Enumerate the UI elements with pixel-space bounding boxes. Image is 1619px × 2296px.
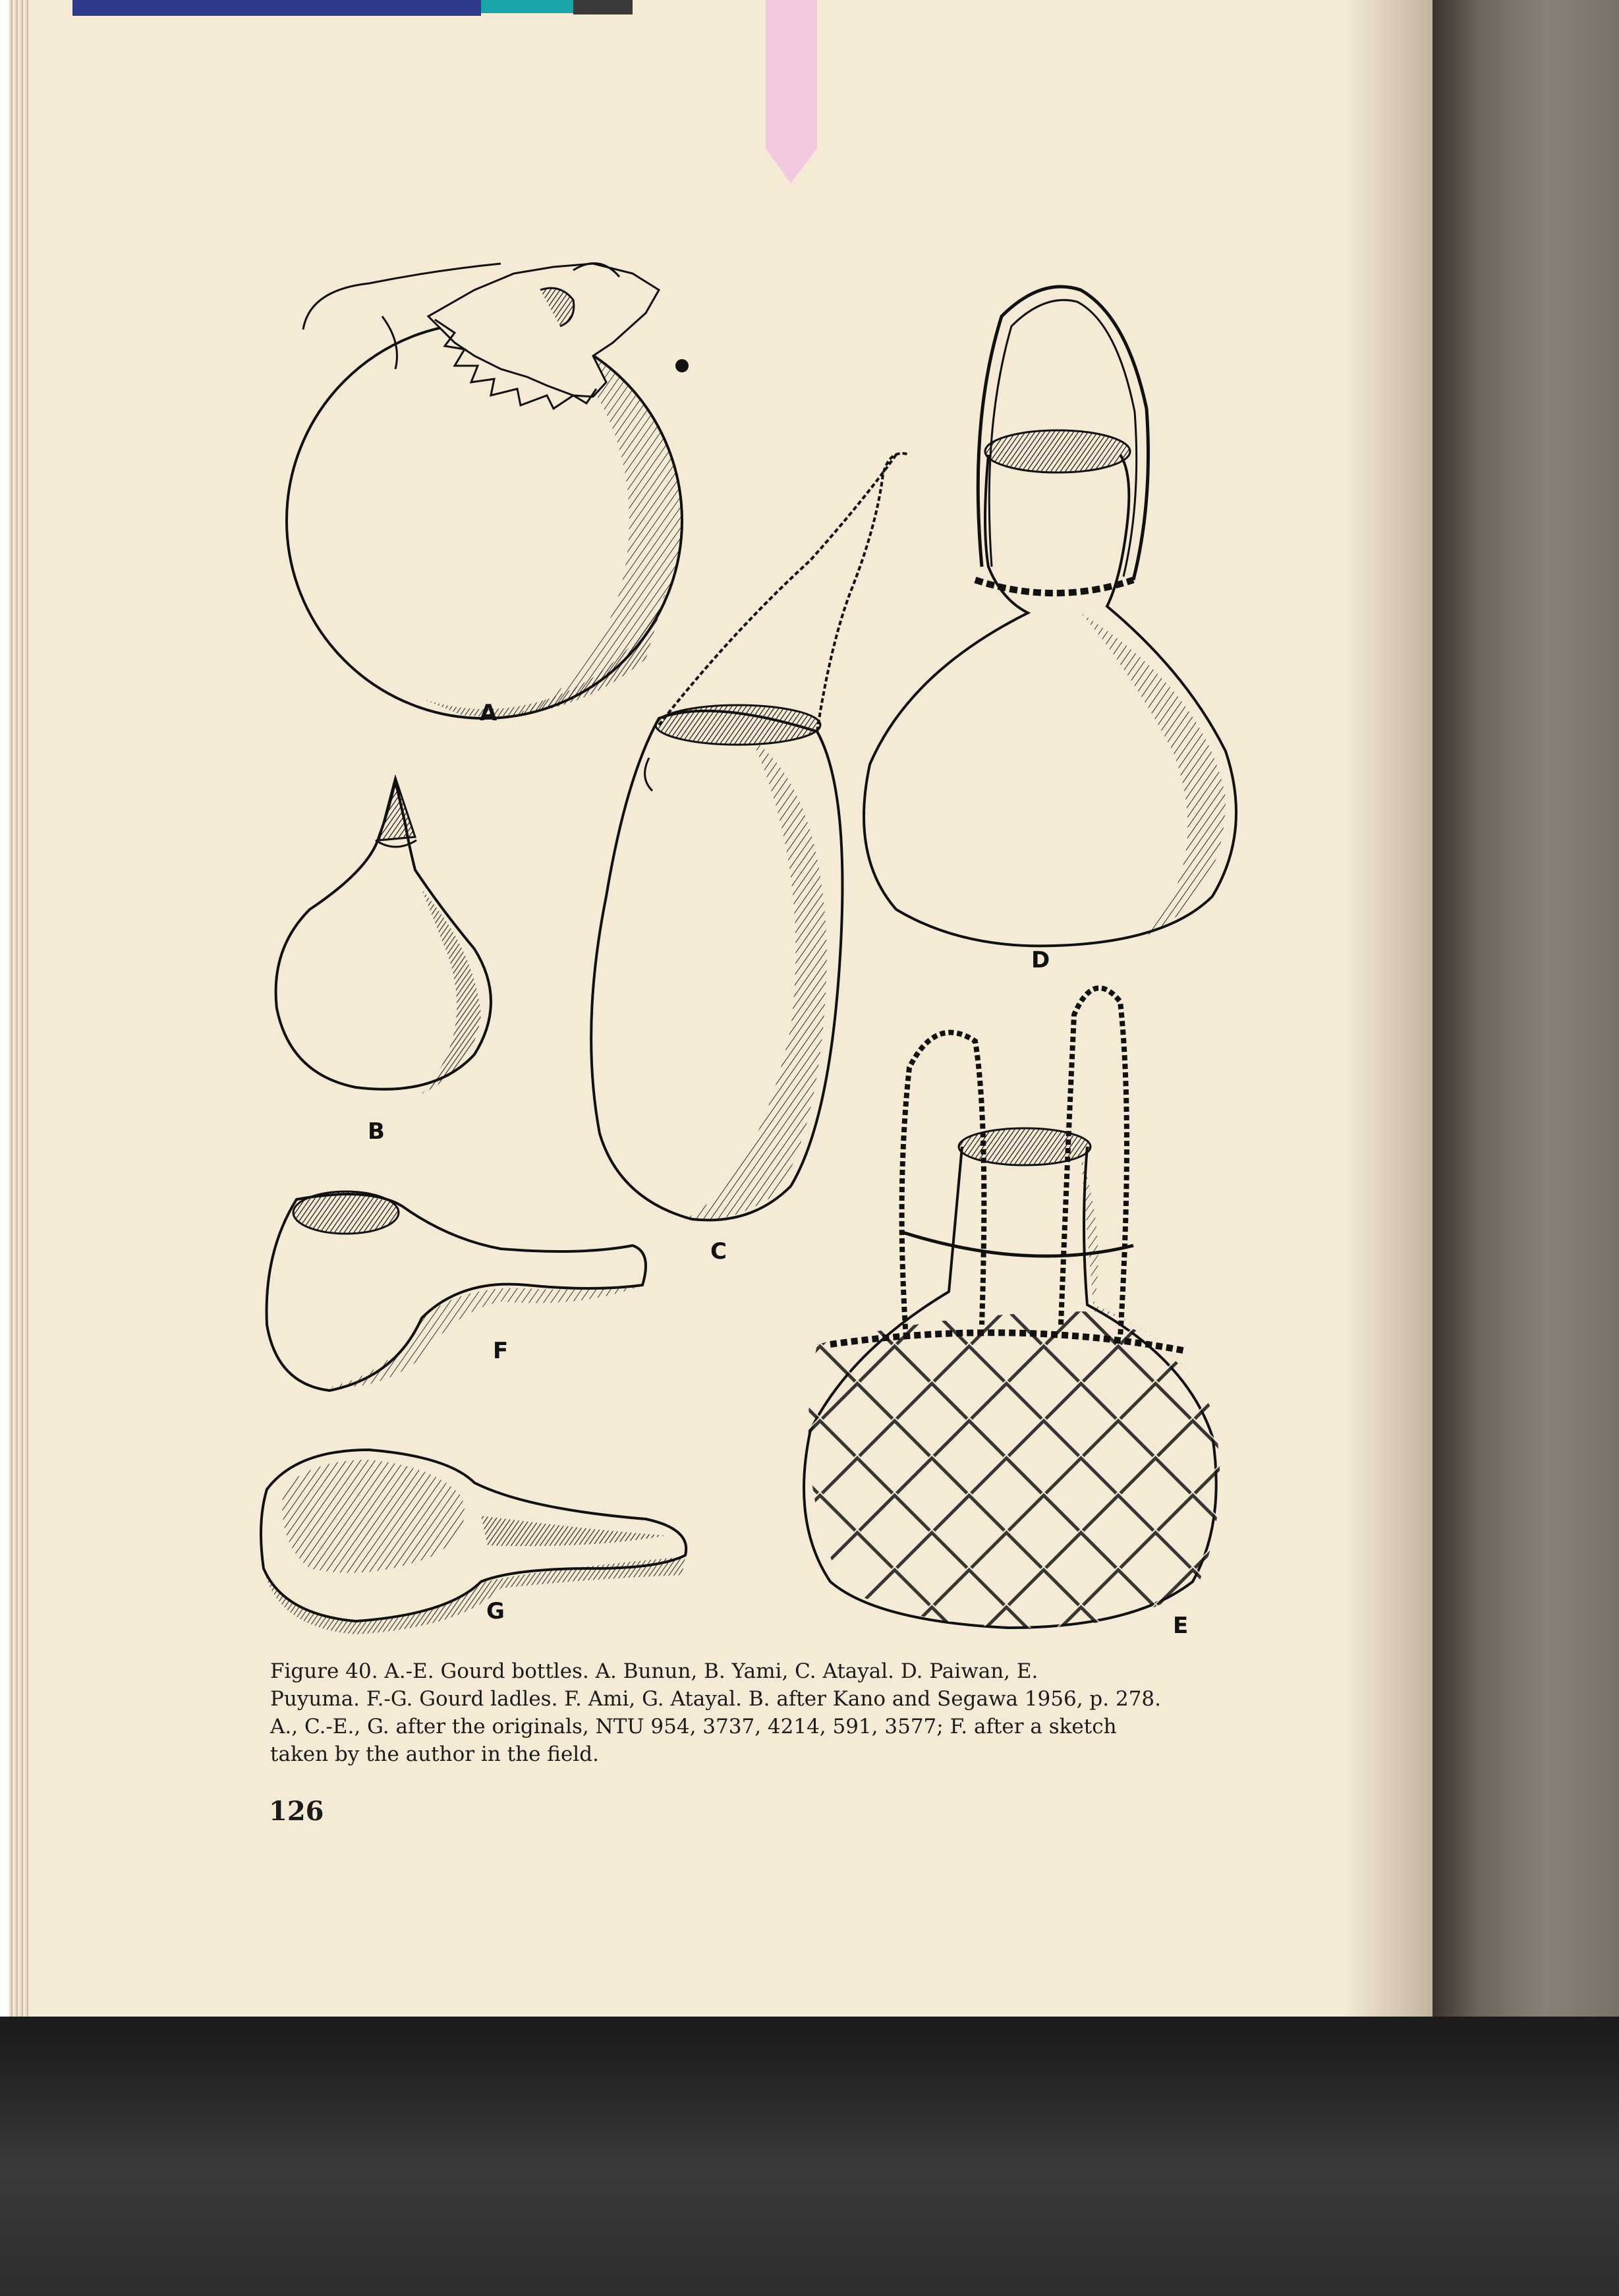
gourd-bottle-e	[804, 988, 1220, 1628]
figure-label-a: A	[480, 700, 497, 726]
figure-label-g: G	[486, 1598, 505, 1624]
figure-label-b: B	[368, 1118, 385, 1145]
scanner-background	[0, 2017, 1619, 2296]
gourd-ladle-f	[267, 1191, 646, 1391]
page-number: 126	[269, 1796, 324, 1827]
caption-line: taken by the author in the field.	[270, 1742, 599, 1766]
gourd-bottle-b	[276, 778, 491, 1094]
figure-label-e: E	[1173, 1613, 1189, 1639]
gourd-bottle-a	[287, 264, 689, 718]
caption-line: Figure 40. A.-E. Gourd bottles. A. Bunun, B. Yami, C. Atayal. D. Paiwan, E.	[270, 1659, 1038, 1683]
gourd-ladle-g	[261, 1450, 686, 1634]
figure-label-d: D	[1031, 947, 1050, 973]
caption-line: A., C.-E., G. after the originals, NTU 954, 3737, 4214, 591, 3577; F. after a sketch	[270, 1715, 1117, 1738]
gourd-bottle-d	[864, 287, 1236, 946]
figure-label-c: C	[710, 1238, 727, 1265]
figure-caption	[270, 1657, 1210, 1768]
caption-line: Puyuma. F.-G. Gourd ladles. F. Ami, G. Atayal. B. after Kano and Segawa 1956, p. 278.	[270, 1687, 1161, 1711]
figure-label-f: F	[493, 1338, 509, 1364]
